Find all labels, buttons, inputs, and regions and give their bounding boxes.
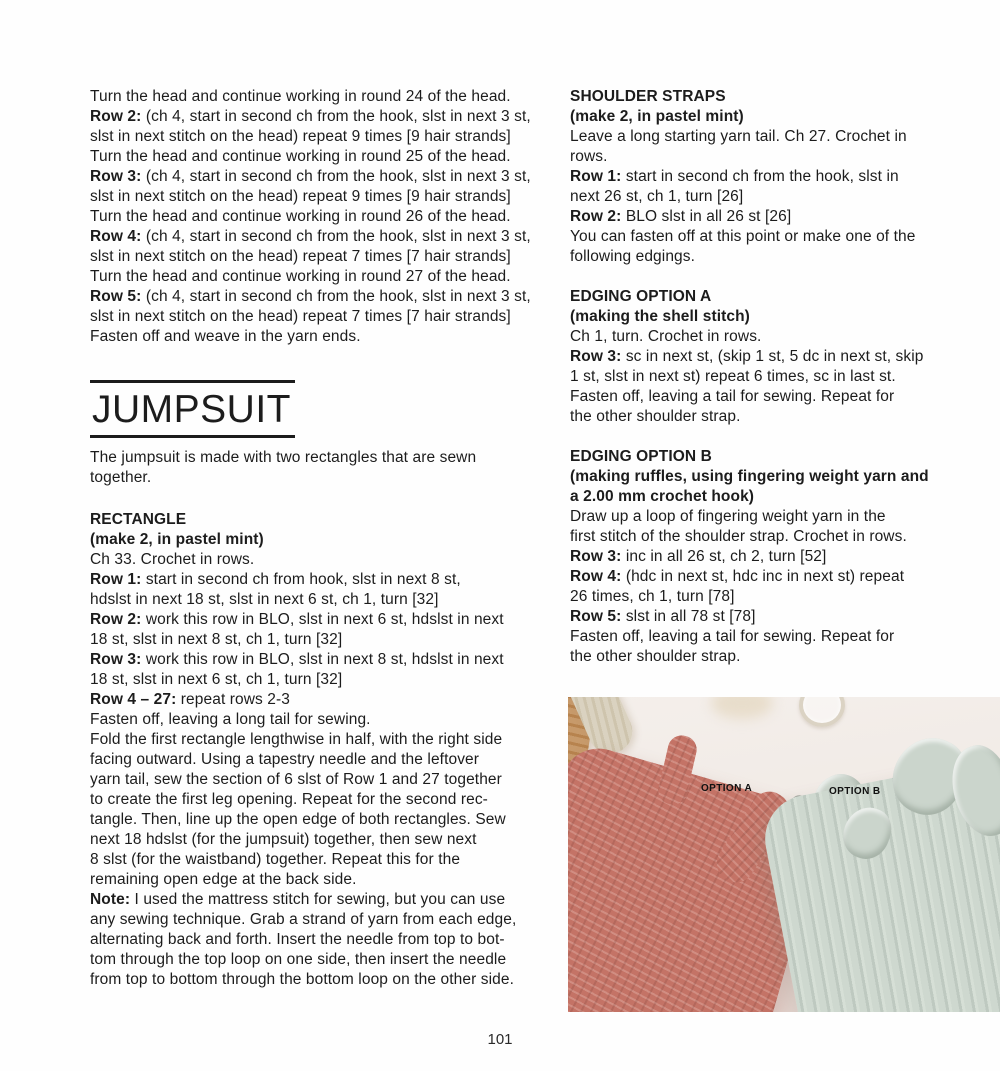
- text-line: The jumpsuit is made with two rectangles that are sewn: [90, 449, 477, 466]
- text-line: Row 2: BLO slst in all 26 st [26]: [570, 208, 792, 225]
- text-line: Note: I used the mattress stitch for sewing, but you can use: [90, 891, 506, 908]
- text-line: Row 3: sc in next st, (skip 1 st, 5 dc in next st, skip: [570, 348, 924, 365]
- text-line: rows.: [570, 148, 608, 165]
- text-line: SHOULDER STRAPS: [570, 88, 726, 105]
- text-line: Turn the head and continue working in round 26 of the head.: [90, 208, 511, 225]
- page-number: 101: [487, 1031, 513, 1048]
- text-line: next 26 st, ch 1, turn [26]: [570, 188, 744, 205]
- text-line: any sewing technique. Grab a strand of yarn from each edge,: [90, 911, 517, 928]
- text-line: Row 3: (ch 4, start in second ch from the hook, slst in next 3 st,: [90, 168, 531, 185]
- text-line: alternating back and forth. Insert the needle from top to bot-: [90, 931, 505, 948]
- text-line: from top to bottom through the bottom loop on the other side.: [90, 971, 514, 988]
- text-line: (make 2, in pastel mint): [90, 531, 264, 548]
- text-line: the other shoulder strap.: [570, 648, 741, 665]
- text-line: yarn tail, sew the section of 6 slst of Row 1 and 27 together: [90, 771, 502, 788]
- text-line: Turn the head and continue working in round 24 of the head.: [90, 88, 511, 105]
- text-line: facing outward. Using a tapestry needle and the leftover: [90, 751, 480, 768]
- text-line: 18 st, slst in next 8 st, ch 1, turn [32]: [90, 631, 343, 648]
- text-line: Fasten off, leaving a tail for sewing. Repeat for: [570, 628, 895, 645]
- option-a-label: OPTION A: [701, 783, 753, 794]
- text-line: Leave a long starting yarn tail. Ch 27. Crochet in: [570, 128, 907, 145]
- text-line: remaining open edge at the back side.: [90, 871, 357, 888]
- text-line: Ch 1, turn. Crochet in rows.: [570, 328, 762, 345]
- text-line: Fold the first rectangle lengthwise in half, with the right side: [90, 731, 503, 748]
- text-line: (make 2, in pastel mint): [570, 108, 744, 125]
- text-line: You can fasten off at this point or make one of the: [570, 228, 916, 245]
- text-line: tom through the top loop on one side, then insert the needle: [90, 951, 507, 968]
- text-line: (making ruffles, using fingering weight yarn and: [570, 468, 929, 485]
- text-line: Row 3: work this row in BLO, slst in next 8 st, hdslst in next: [90, 651, 504, 668]
- hair-rows-paragraph: [90, 87, 545, 347]
- text-line: EDGING OPTION A: [570, 288, 712, 305]
- text-line: Fasten off, leaving a tail for sewing. Repeat for: [570, 388, 895, 405]
- text-line: hdslst in next 18 st, slst in next 6 st, ch 1, turn [32]: [90, 591, 439, 608]
- text-line: Row 5: slst in all 78 st [78]: [570, 608, 756, 625]
- text-line: slst in next stitch on the head) repeat 7 times [7 hair strands]: [90, 308, 511, 325]
- text-line: 26 times, ch 1, turn [78]: [570, 588, 735, 605]
- text-line: Row 4: (ch 4, start in second ch from the hook, slst in next 3 st,: [90, 228, 531, 245]
- text-line: Row 5: (ch 4, start in second ch from the hook, slst in next 3 st,: [90, 288, 531, 305]
- text-line: (making the shell stitch): [570, 308, 750, 325]
- text-line: tangle. Then, line up the open edge of both rectangles. Sew: [90, 811, 506, 828]
- text-line: Draw up a loop of fingering weight yarn in the: [570, 508, 886, 525]
- edging-option-b-section: [570, 447, 962, 667]
- text-line: EDGING OPTION B: [570, 448, 712, 465]
- option-b-label: OPTION B: [829, 786, 881, 797]
- text-line: 1 st, slst in next st) repeat 6 times, sc in last st.: [570, 368, 896, 385]
- text-line: a 2.00 mm crochet hook): [570, 488, 755, 505]
- text-line: to create the first leg opening. Repeat for the second rec-: [90, 791, 488, 808]
- text-line: Row 4 – 27: repeat rows 2-3: [90, 691, 290, 708]
- text-line: Row 2: work this row in BLO, slst in next 6 st, hdslst in next: [90, 611, 504, 628]
- text-line: Row 1: start in second ch from the hook, slst in: [570, 168, 899, 185]
- text-line: slst in next stitch on the head) repeat 9 times [9 hair strands]: [90, 188, 511, 205]
- text-line: next 18 hdslst (for the jumpsuit) together, then sew next: [90, 831, 477, 848]
- text-line: 18 st, slst in next 6 st, ch 1, turn [32]: [90, 671, 343, 688]
- glass-ring: [799, 697, 845, 727]
- jumpsuit-intro-paragraph: [90, 448, 545, 488]
- right-column: [570, 87, 962, 667]
- text-line: Fasten off, leaving a long tail for sewing.: [90, 711, 371, 728]
- text-line: RECTANGLE: [90, 511, 187, 528]
- text-line: first stitch of the shoulder strap. Crochet in rows.: [570, 528, 907, 545]
- text-line: Row 3: inc in all 26 st, ch 2, turn [52]: [570, 548, 827, 565]
- shoulder-straps-section: [570, 87, 962, 267]
- jumpsuit-heading: JUMPSUIT: [92, 388, 291, 431]
- edging-option-a-section: [570, 287, 962, 427]
- text-line: Row 1: start in second ch from hook, slst in next 8 st,: [90, 571, 461, 588]
- text-line: Row 4: (hdc in next st, hdc inc in next st) repeat: [570, 568, 905, 585]
- text-line: slst in next stitch on the head) repeat 7 times [7 hair strands]: [90, 248, 511, 265]
- text-line: Fasten off and weave in the yarn ends.: [90, 328, 361, 345]
- text-line: Row 2: (ch 4, start in second ch from the hook, slst in next 3 st,: [90, 108, 531, 125]
- text-line: the other shoulder strap.: [570, 408, 741, 425]
- rectangle-section: [90, 510, 545, 990]
- text-line: Ch 33. Crochet in rows.: [90, 551, 255, 568]
- jumpsuit-heading-block: [90, 380, 295, 438]
- text-line: Turn the head and continue working in round 25 of the head.: [90, 148, 511, 165]
- text-line: 8 slst (for the waistband) together. Repeat this for the: [90, 851, 461, 868]
- text-line: Turn the head and continue working in round 27 of the head.: [90, 268, 511, 285]
- jumpsuit-options-photo: [568, 697, 1000, 1012]
- text-line: slst in next stitch on the head) repeat 9 times [9 hair strands]: [90, 128, 511, 145]
- text-line: together.: [90, 469, 152, 486]
- left-column: [90, 87, 545, 990]
- text-line: following edgings.: [570, 248, 696, 265]
- blurred-object: [711, 697, 773, 719]
